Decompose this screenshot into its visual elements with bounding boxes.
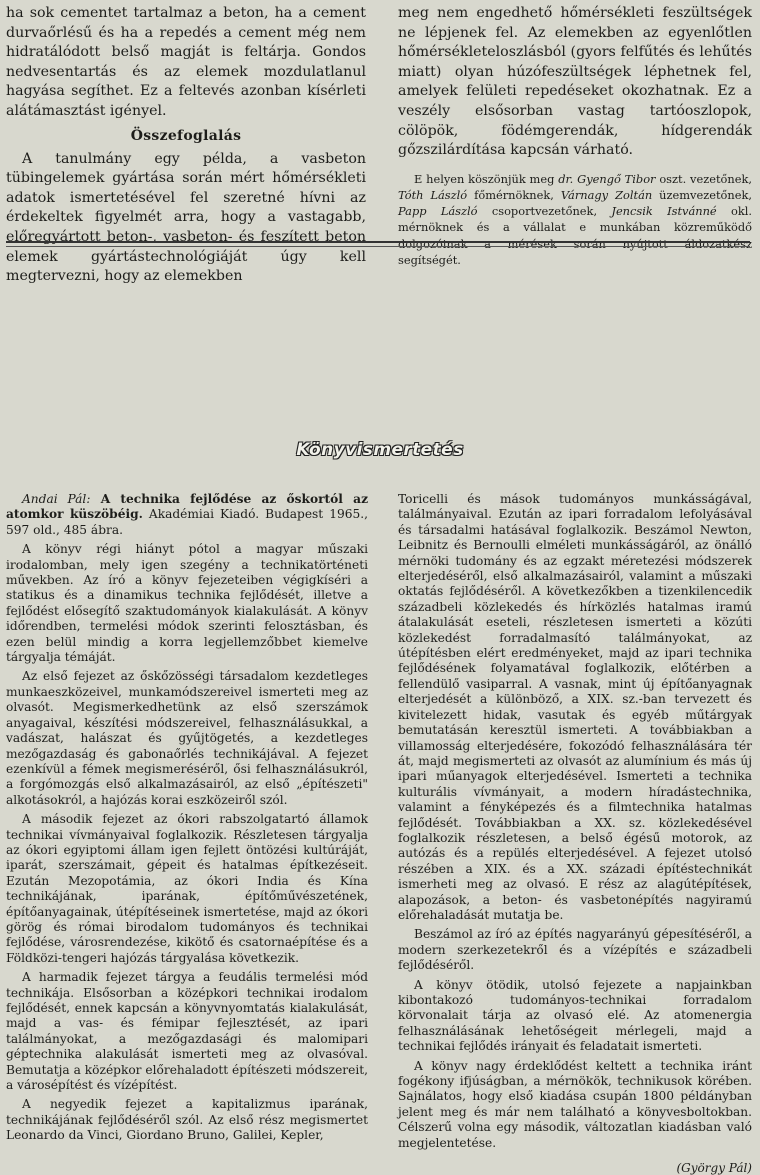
ack-name-1: dr. Gyengő Tibor (558, 171, 656, 186)
section-divider (6, 241, 750, 247)
top-right-column (398, 4, 752, 274)
ack-name-2: Tóth László (398, 187, 468, 202)
ack-text-5: csoportvezetőnek, (477, 204, 612, 219)
summary-heading: Összefoglalás (130, 127, 242, 144)
book-review-section-title: Könyvismertetés (296, 440, 464, 460)
review-paragraph: A könyv ötödik, utolsó fejezete a napjainkban kibontakozó tudományos-technikai forradalom körvonalait tárja az olvasó elé. Az atomenergia felhasználásának lehetőségeit mérlegeli, majd a technikai fejlődés irányait és feladatait ismerteti. (398, 977, 752, 1054)
ack-text-1: E helyen köszönjük meg (414, 171, 559, 186)
review-left-column (6, 492, 368, 1148)
review-paragraph: Az első fejezet az őskőzösségi társadalom kezdetleges munkaeszközeivel, munkamódszereivel ismerteti meg az olvasót. Megismerkedhetünk az első szerszámok anyagaival, készítési módszereivel, felhasználásukkal, a vadászat, halászat és gyűjtögetés, a kezdetleges mezőgazdaság és gabonaőrlés technikájával. A fejezet ezenkívül a fémek megismeréséről, ősi felhasználásukról, a forgómozgás első alkalmazásairól, az első „építészeti" alkotásokról, a hajózás korai eszközeiről szól. (6, 669, 368, 807)
ack-name-4: Papp László (398, 204, 478, 219)
review-paragraph: A második fejezet az ókori rabszolgatartó államok technikai vívmányaival foglalkozik. Részletesen tárgyalja az ókori egyiptomi állam igen fejlett öntözési kultúráját, iparát, szerszámait, gépeit és hatalmas építkezéseit. Ezután Mezopotámia, az ókori India és Kína technikájának, iparának, építőművészetének, építőanyagainak, útépítéseinek ismertetése, majd az ókori görög és római birodalom tudományos és technikai fejlődése, városrendezése, kikötő és csatornaépítése és a Földközi-tengeri hajózás tárgyalása következik. (6, 812, 368, 965)
ack-name-3: Várnagy Zoltán (560, 187, 653, 202)
review-paragraph: Beszámol az író az építés nagyarányú gépesítéséről, a modern szerkezetekről és a vízépítés e századbeli fejlődéséről. (398, 927, 752, 973)
review-author: Andai Pál: (22, 492, 91, 506)
top-right-paragraph-1: meg nem engedhető hőmérsékleti feszültségek ne lépjenek fel. Az elemekben az egyenlőtlen hőmérsékleteloszlásból (gyors felfűtés és lehűtés miatt) olyan húzófeszültségek léphetnek fel, amelyek felületi repedéseket okozhatnak. Ez a veszély elsősorban vastag tartóoszlopok, cölöpök, födémgerendák, hídgerendák gőzszilárdítása kapcsán várható. (398, 5, 752, 159)
ack-text-2: oszt. vezetőnek, (655, 171, 752, 186)
review-paragraph: A negyedik fejezet a kapitalizmus iparának, technikájának fejlődéséről szól. Az első rész megismertet Leonardo da Vinci, Giordano Bruno, Galilei, Kepler, (6, 1097, 368, 1143)
review-paragraph: A könyv régi hiányt pótol a magyar műszaki irodalomban, mely igen szegény a technikatörténeti művekben. Az író a könyv fejezeteiben végigkíséri a statikus és a dinamikus technika fejlődését, illetve a fejlődést elősegítő szaktudományok kialakulását. A könyv időrendben, termelési módok szerinti felosztásban, és ezen belül mindig a korra legjellemzőbbet kiemelve tárgyalja témáját. (6, 542, 368, 665)
review-paragraph: Toricelli és mások tudományos munkásságával, találmányaival. Ezután az ipari forradalom lefolyásával és társadalmi hatásával foglalkozik. Beszámol Newton, Leibnitz és Bernoulli elméleti munkásságáról, az önálló mérnöki tudomány és az egzakt méretezési módszerek elterjedéséről, első alkalmazásairól, valamint a műszaki oktatás fejlődéséről. A következőkben a tizenkilencedik századbeli közlekedés és hírközlés hatalmas iramú átalakulását eseteli, részletesen ismerteti a közúti közlekedést forradalmasító találmányokat, az útépítésben elért eredményeket, majd az ipari technika fejlődésének folyamatával foglalkozik, előtérben a fellendülő vasiparral. A vasnak, mint új építőanyagnak elterjedését a különböző, a XIX. sz.-ban tervezett és kivitelezett hidak, vasutak és egyéb műtárgyak bemutatásán keresztül ismerteti. A továbbiakban a villamosság elterjedésére, fokozódó felhasználására tér át, majd megismerteti az olvasót az alumínium és más új ipari műanyagok elterjedésével. Ismerteti a technika kulturális vívmányait, a modern híradástechnika, valamint a fényképezés és a filmtechnika hatalmas fejlődését. Továbbiakban a XX. sz. közlekedésével foglalkozik részletesen, a belső égésű motorok, az autózás és a repülés elterjedésével. A fejezet utolsó részében a XIX. és a XX. századi építéstechnikát ismerheti meg az olvasó. E rész az alagútépítések, alapozások, a beton- és vasbetonépítés nagyiramú előrehaladását mutatja be. (398, 492, 752, 922)
review-publication-info: Akadémiai Kiadó. Budapest 1965., 597 old., 485 ábra. (6, 507, 368, 537)
review-signature: (György Pál) (676, 1161, 752, 1175)
review-book-citation (6, 492, 368, 538)
ack-name-5: Jencsik Istvánné (611, 204, 717, 219)
review-book-title: A technika fejlődése az őskortól az atomkor küszöbéig. (6, 492, 368, 522)
ack-text-4: üzemvezetőnek, (652, 187, 752, 202)
top-left-column (6, 4, 366, 293)
review-paragraph: A könyv nagy érdeklődést keltett a technika iránt fogékony ifjúságban, a mérnökök, technikusok körében. Sajnálatos, hogy első kiadása csupán 1800 példányban jelent meg és már nem található a könyvesboltokban. Célszerű volna egy második, változatlan kiadásban való megjelentetése. (398, 1058, 752, 1150)
ack-text-3: főmérnöknek, (467, 187, 561, 202)
ack-text-6: okl. mérnöknek és a vállalat e munkában közreműködő dolgozóinak a mérések során nyújtott áldozatkész segítségét. (398, 204, 752, 267)
acknowledgement-paragraph (398, 171, 752, 268)
review-right-column (398, 492, 752, 1175)
review-paragraph: A harmadik fejezet tárgya a feudális termelési mód technikája. Elsősorban a középkori technikai irodalom fejlődését, ennek kapcsán a könyvnyomtatás kialakulását, majd a vas- és fémipar fejlesztését, az ipari találmányokat, a mezőgazdasági és malomipari géptechnika alakulását ismerteti meg az olvasóval. Bemutatja a középkor előrehaladott építészeti módszereit, a városépítést és vízépítést. (6, 970, 368, 1093)
summary-paragraph: A tanulmány egy példa, a vasbeton tübingelemek gyártása során mért hőmérsékleti adatok ismertetésével fel szeretné hívni az érdekeltek figyelmét arra, hogy a vastagabb, előregyártott beton-, vasbeton- és feszített beton elemek gyártástechnológiáját úgy kell megtervezni, hogy az elemekben (6, 150, 366, 285)
top-left-paragraph-1: ha sok cementet tartalmaz a beton, ha a cement durvaőrlésű és ha a repedés a cement még nem hidratálódott belső magját is feltárja. Gondos nedvesentartás és az elemek mozdulatlanul hagyása segíthet. Ez a feltevés azonban kísérleti alátámasztást igényel. (6, 5, 366, 119)
